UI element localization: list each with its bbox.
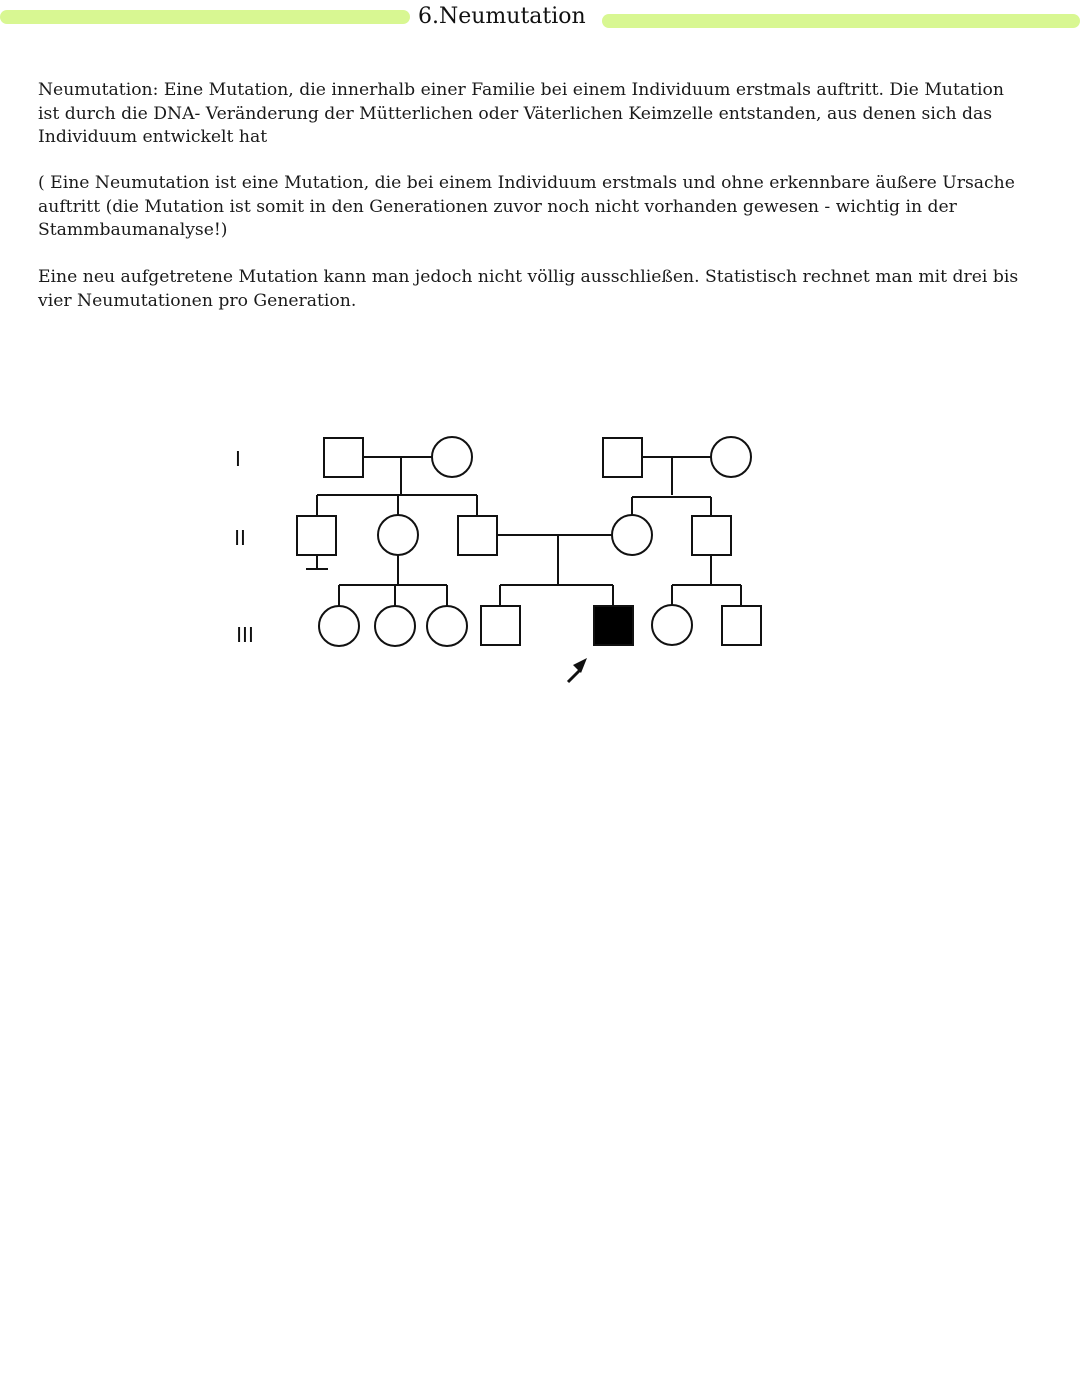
definition-paragraph: Neumutation: Eine Mutation, die innerhalb einer Familie bei einem Individuum erstmals auftritt. Die Mutation ist durch die DNA- Veränderung der Mütterlichen oder Väterlichen Keimzelle entstanden, aus denen sich das Individuum entwickelt hat (38, 80, 1004, 147)
gen1-left-father (324, 438, 363, 477)
proband-arrow-icon (568, 658, 587, 682)
gen3-right-daughter (652, 605, 692, 645)
gen2-right-son (692, 516, 731, 555)
gen3-daughter-3 (427, 606, 467, 646)
gen1-left-mother (432, 437, 472, 477)
pedigree-chart (0, 400, 1080, 700)
gen2-daughter (378, 515, 418, 555)
gen2-mother (612, 515, 652, 555)
generation-label-2: II (234, 526, 246, 550)
gen1-right-mother (711, 437, 751, 477)
gen3-daughter-1 (319, 606, 359, 646)
generation-label-1: I (235, 447, 241, 471)
title-highlight-right (602, 14, 1080, 28)
gen3-son (481, 606, 520, 645)
page-title: 6.Neumutation (418, 4, 586, 29)
gen1-right-father (603, 438, 642, 477)
title-highlight-left (0, 10, 410, 24)
statistics-paragraph: Eine neu aufgetretene Mutation kann man jedoch nicht völlig ausschließen. Statistisch rechnet man mit drei bis vier Neumutationen pro Generation. (38, 267, 1019, 311)
gen3-daughter-2 (375, 606, 415, 646)
gen3-affected-son (594, 606, 633, 645)
gen2-son-no-children (297, 516, 336, 555)
explanation-paragraph: ( Eine Neumutation ist eine Mutation, die bei einem Individuum erstmals und ohne erkennbare äußere Ursache auftritt (die Mutation ist somit in den Generationen zuvor noch nicht vorhanden gewesen - wichtig in der Stammbaumanalyse!) (38, 173, 1015, 240)
gen2-father (458, 516, 497, 555)
generation-label-3: III (236, 623, 254, 647)
gen3-right-son (722, 606, 761, 645)
